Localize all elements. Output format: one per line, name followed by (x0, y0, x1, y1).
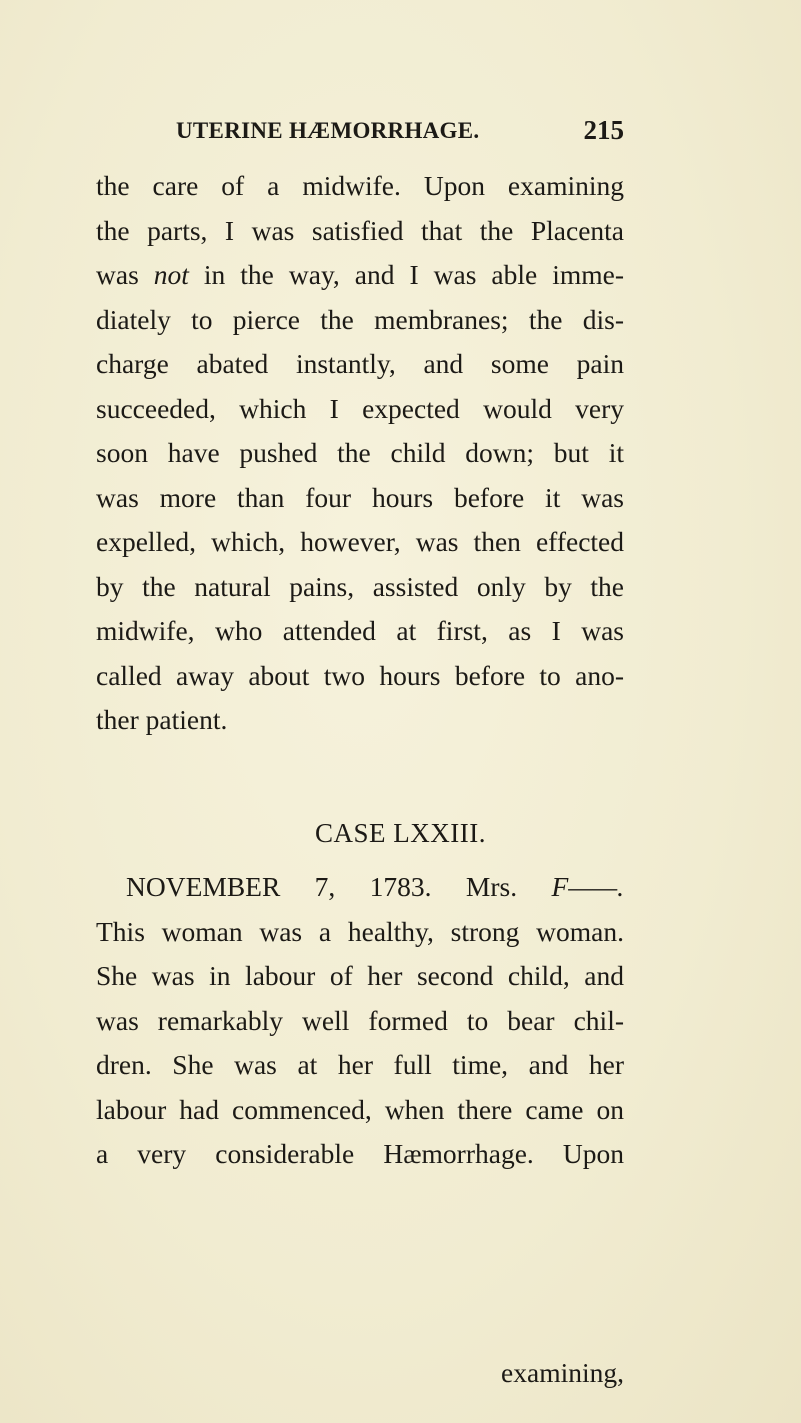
text-fragment: in the way, and I was able imme- (203, 259, 624, 290)
patient-name: F——. (551, 871, 625, 902)
page-number: 215 (583, 115, 624, 145)
text-line: a very considerable Hæmorrhage. Upon (96, 1138, 624, 1169)
text-line: She was in labour of her second child, and (96, 960, 624, 991)
case-date: NOVEMBER 7, 1783. Mrs. (126, 871, 518, 902)
text-line: was remarkably well formed to bear chil- (96, 1004, 624, 1036)
text-line: the parts, I was satisfied that the Placenta (96, 214, 624, 246)
text-line: labour had commenced, when there came on (96, 1093, 624, 1125)
text-line: charge abated instantly, and some pain (96, 348, 624, 379)
text-line: dren. She was at her full time, and her (96, 1049, 624, 1080)
paragraph-continued (96, 164, 624, 743)
text-line: ther patient. (96, 704, 228, 735)
emphasis-text: not (153, 259, 189, 290)
case-heading: CASE LXXIII. (315, 818, 486, 848)
text-fragment: was (96, 259, 154, 290)
text-line (96, 253, 624, 298)
page-header (176, 115, 624, 158)
text-line: by the natural pains, assisted only by the (96, 570, 624, 602)
case-date-line (96, 865, 624, 910)
running-head: UTERINE HÆMORRHAGE. (176, 118, 480, 143)
text-line: the care of a midwife. Upon examining (96, 170, 624, 201)
case-paragraph (96, 865, 624, 1177)
text-line: soon have pushed the child down; but it (96, 437, 624, 468)
text-line: This woman was a healthy, strong woman. (96, 915, 624, 947)
text-line: diately to pierce the membranes; the dis- (96, 303, 624, 335)
text-line: was more than four hours before it was (96, 481, 624, 513)
text-line: succeeded, which I expected would very (96, 392, 624, 424)
text-line: called away about two hours before to ano- (96, 659, 624, 691)
text-line: expelled, which, however, was then effected (96, 526, 624, 557)
catchword: examining, (501, 1357, 624, 1388)
text-line: midwife, who attended at first, as I was (96, 615, 624, 646)
